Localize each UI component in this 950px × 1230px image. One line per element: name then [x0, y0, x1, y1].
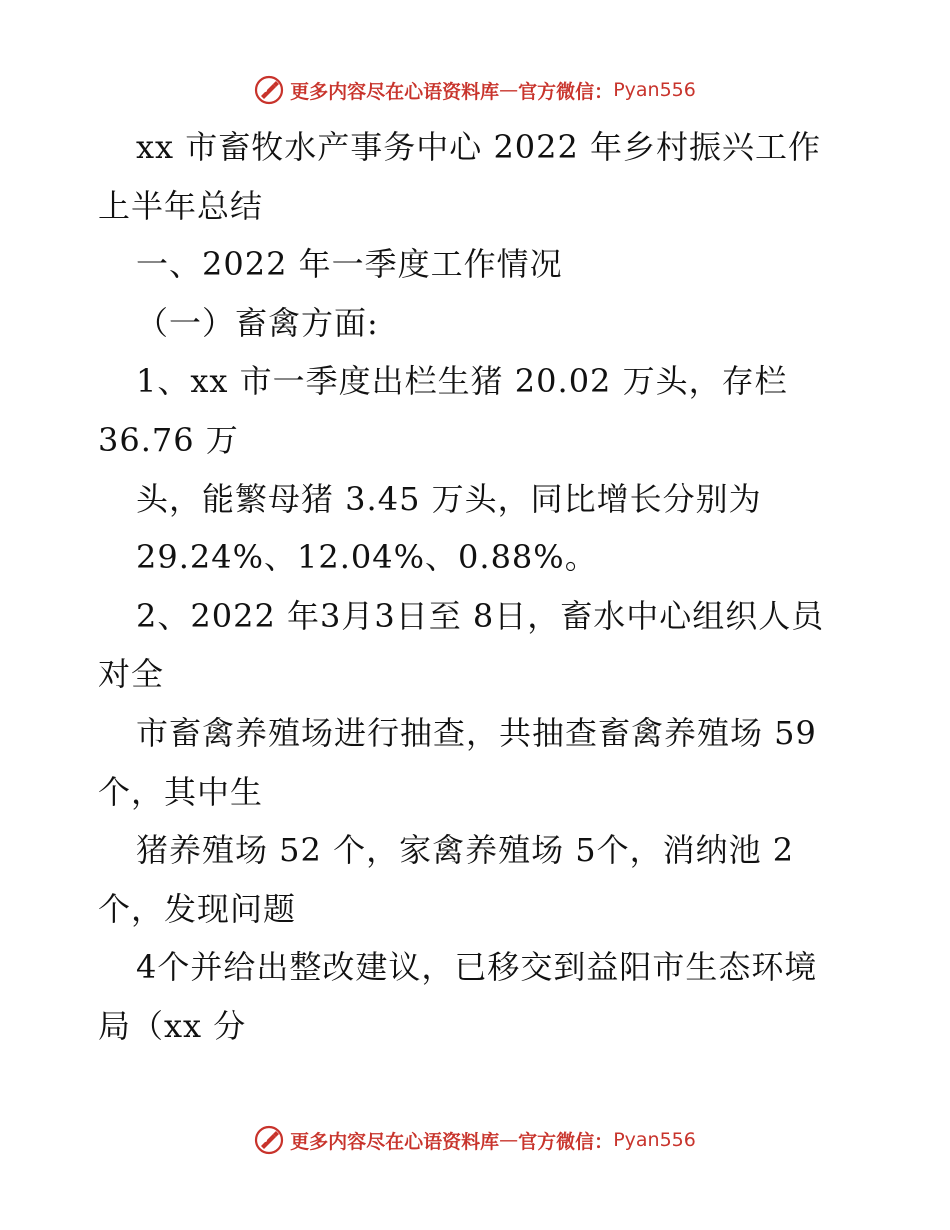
paragraph-line: 局（xx 分 — [98, 1006, 247, 1045]
banner-wechat-label: 官方微信： — [518, 1130, 614, 1153]
title-line-2: 上半年总结 — [98, 186, 264, 225]
document-body — [98, 118, 858, 1056]
banner-wechat-id: Pyan556 — [613, 79, 696, 101]
paragraph-line: 对全 — [98, 655, 165, 694]
pen-logo-icon — [254, 75, 284, 105]
paragraph-line: 个，发现问题 — [98, 889, 297, 928]
banner-title: 更多内容尽在心语资料库 — [290, 80, 500, 103]
paragraph-line: 29.24%、12.04%、0.88%。 — [136, 538, 598, 577]
paragraph-line: 猪养殖场 52 个，家禽养殖场 5个，消纳池 2 — [136, 831, 795, 870]
paragraph-line: 头，能繁母猪 3.45 万头，同比增长分别为 — [136, 479, 762, 518]
paragraph-line: 市畜禽养殖场进行抽查，共抽查畜禽养殖场 59 — [136, 713, 817, 752]
banner-dash: — — [499, 1129, 519, 1151]
title-line-1: xx 市畜牧水产事务中心 2022 年乡村振兴工作 — [136, 128, 822, 166]
header-banner — [0, 70, 950, 110]
paragraph-line: 1、xx 市一季度出栏生猪 20.02 万头，存栏 — [136, 362, 788, 401]
footer-banner — [0, 1120, 950, 1160]
banner-dash: — — [499, 79, 519, 101]
paragraph-line: 4个并给出整改建议，已移交到益阳市生态环境 — [136, 948, 818, 987]
pen-logo-icon — [254, 1125, 284, 1155]
paragraph-line: 36.76 万 — [98, 420, 239, 459]
paragraph-line: 个，其中生 — [98, 772, 264, 811]
banner-wechat-label: 官方微信： — [518, 80, 614, 103]
section-heading: 一、2022 年一季度工作情况 — [136, 245, 563, 284]
banner-wechat-id: Pyan556 — [613, 1129, 696, 1151]
subsection-heading: （一）畜禽方面: — [136, 303, 379, 342]
paragraph-line: 2、2022 年3月3日至 8日，畜水中心组织人员 — [136, 596, 825, 635]
banner-title: 更多内容尽在心语资料库 — [290, 1130, 500, 1153]
